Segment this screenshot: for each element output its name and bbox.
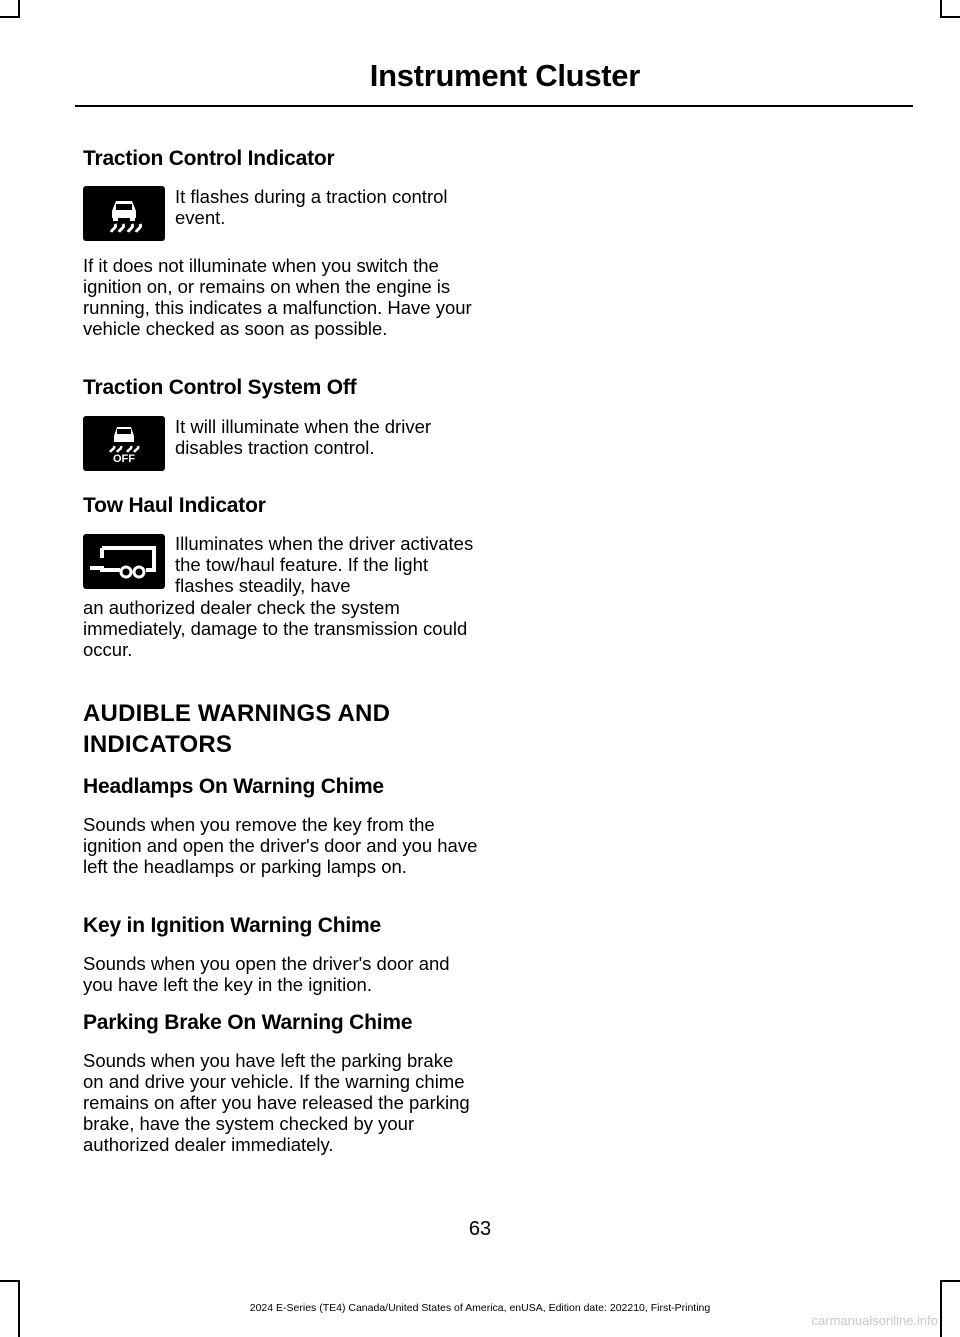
parking-brake-body: Sounds when you have left the parking brake on and drive your vehicle. If the warning chime remains on after you have released the parking brake, have the system checked by your authorized dealer immediately. — [83, 1050, 470, 1155]
page-number: 63 — [468, 1218, 492, 1240]
traction-off-icon-label: OFF — [113, 452, 135, 465]
headlamps-heading: Headlamps On Warning Chime — [83, 775, 384, 798]
content-column — [83, 0, 478, 1200]
watermark: carmanualsonline.info — [811, 1313, 938, 1328]
crop-mark-top-right-h — [940, 16, 960, 18]
traction-indicator-icon-text: It flashes during a traction control event. — [175, 186, 448, 228]
key-ignition-body: Sounds when you open the driver's door and you have left the key in the ignition. — [83, 953, 450, 995]
headlamps-body: Sounds when you remove the key from the ignition and open the driver's door and you have left the headlamps or parking lamps on. — [83, 814, 478, 877]
traction-off-heading: Traction Control System Off — [83, 376, 357, 399]
page-title: Instrument Cluster — [369, 58, 640, 93]
traction-indicator-heading: Traction Control Indicator — [83, 147, 335, 170]
tow-haul-icon — [83, 534, 165, 589]
footer-edition: 2024 E-Series (TE4) Canada/United States of America, enUSA, Edition date: 202210, First-Printing — [249, 1302, 711, 1314]
tow-haul-body: an authorized dealer check the system immediately, damage to the transmission could occur. — [83, 597, 468, 660]
traction-off-icon-text: It will illuminate when the driver disables traction control. — [175, 416, 432, 458]
crop-mark-bottom-right-h — [940, 1280, 960, 1282]
crop-mark-top-left-h — [0, 16, 20, 18]
traction-indicator-body: If it does not illuminate when you switch the ignition on, or remains on when the engine is running, this indicates a malfunction. Have your vehicle checked as soon as possible. — [83, 255, 472, 339]
tow-haul-heading: Tow Haul Indicator — [83, 494, 266, 517]
tow-haul-icon-text: Illuminates when the driver activates the tow/haul feature. If the light flashes steadily, have — [175, 533, 474, 596]
traction-control-icon — [83, 186, 165, 241]
crop-mark-bottom-left-h — [0, 1280, 20, 1282]
traction-control-off-icon — [83, 416, 165, 471]
parking-brake-heading: Parking Brake On Warning Chime — [83, 1011, 413, 1034]
key-ignition-heading: Key in Ignition Warning Chime — [83, 914, 381, 937]
audible-warnings-heading: AUDIBLE WARNINGS AND INDICATORS — [83, 700, 391, 758]
